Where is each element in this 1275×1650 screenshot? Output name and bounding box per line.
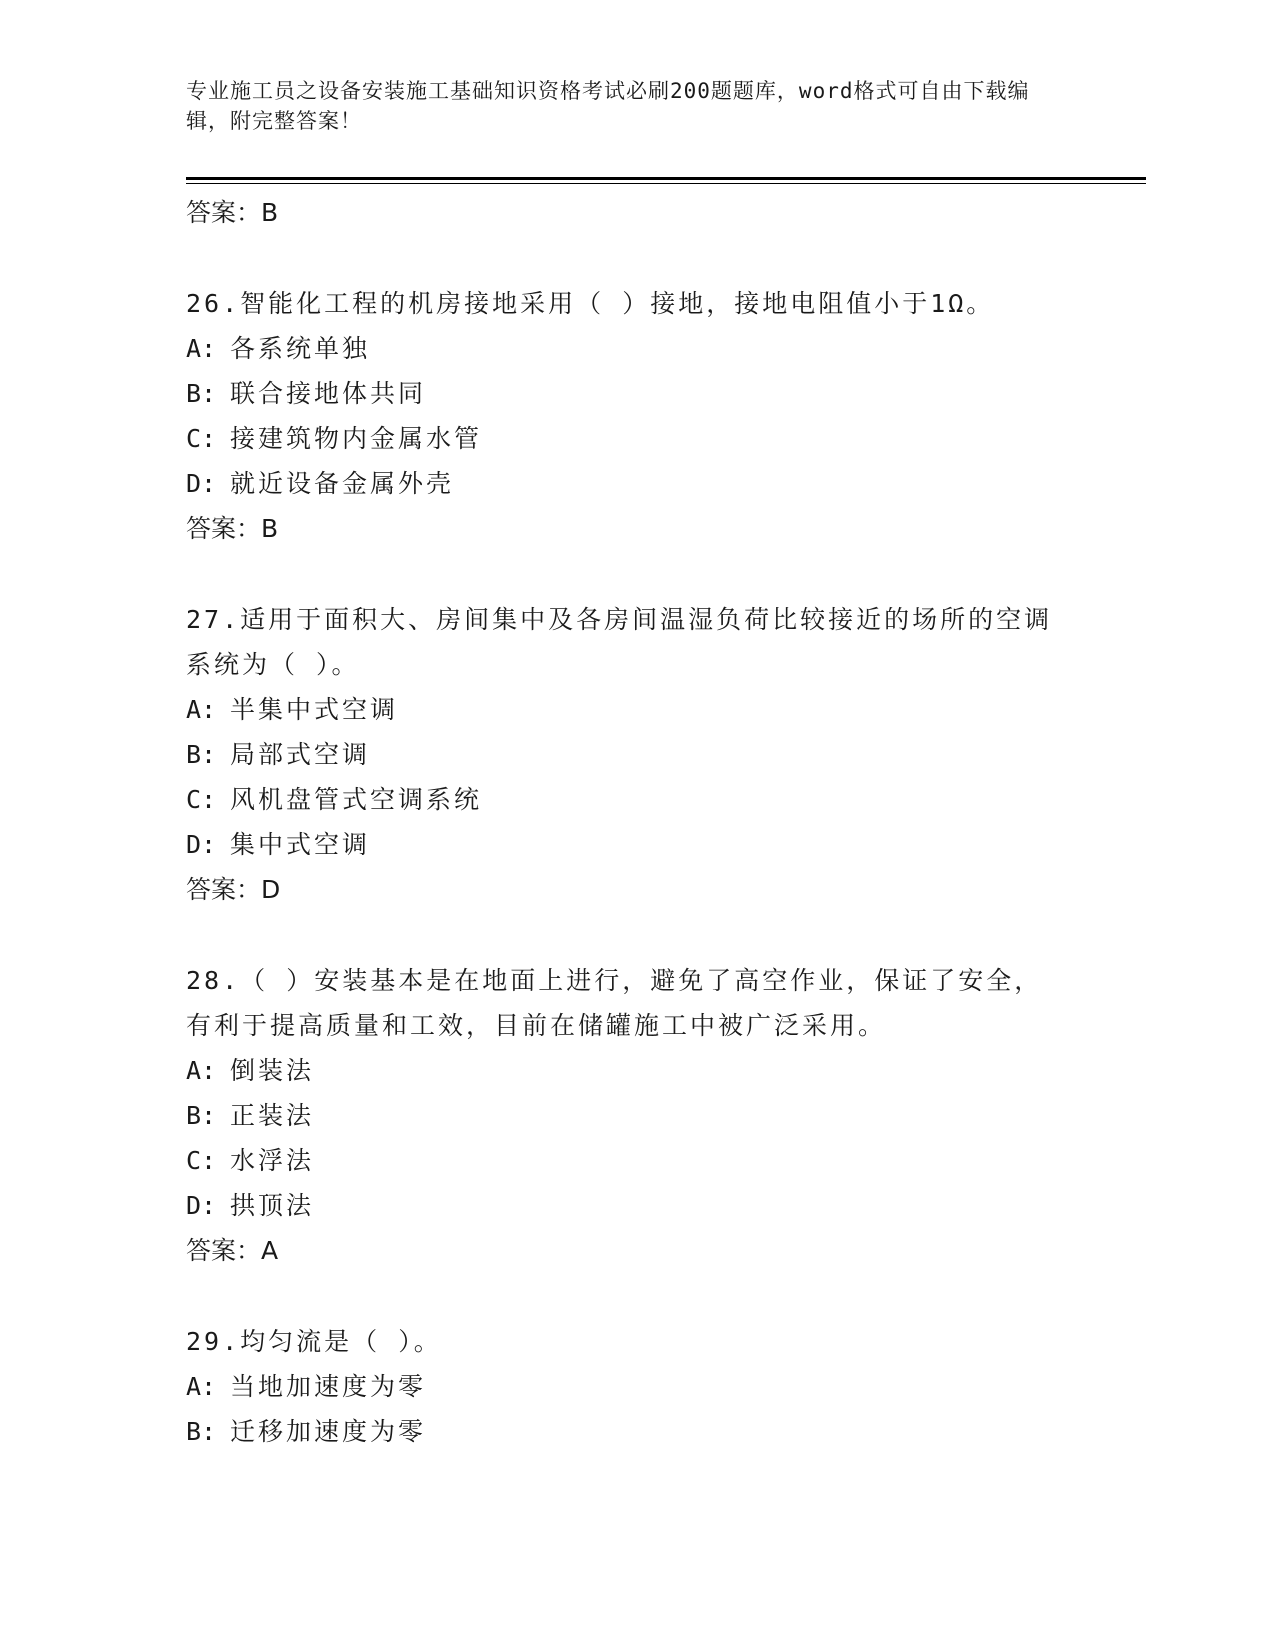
option-b <box>186 732 1066 777</box>
option-c <box>186 416 1066 461</box>
answer-line: 答案：B <box>186 198 279 227</box>
option-letter: A: <box>186 1372 217 1401</box>
question-block <box>186 281 1066 551</box>
option-text: 半集中式空调 <box>230 695 399 724</box>
header-rule-thin <box>186 183 1146 184</box>
option-a <box>186 1048 1066 1093</box>
option-text: 倒装法 <box>230 1056 315 1085</box>
option-b <box>186 1409 1066 1454</box>
option-text: 接建筑物内金属水管 <box>230 424 483 453</box>
option-text: 就近设备金属外壳 <box>230 469 455 498</box>
option-b <box>186 1093 1066 1138</box>
option-letter: C: <box>186 424 217 453</box>
option-letter: A: <box>186 695 217 724</box>
answer-line: 答案：D <box>186 875 281 904</box>
option-letter: A: <box>186 1056 217 1085</box>
option-c <box>186 777 1066 822</box>
question-text: 28.（ ）安装基本是在地面上进行，避免了高空作业，保证了安全，有利于提高质量和工效，目前在储罐施工中被广泛采用。 <box>186 966 1043 1040</box>
option-letter: C: <box>186 785 217 814</box>
option-letter: B: <box>186 1417 217 1446</box>
question-text: 26.智能化工程的机房接地采用（ ）接地，接地电阻值小于1Ω。 <box>186 289 995 318</box>
option-letter: D: <box>186 1191 217 1220</box>
option-letter: C: <box>186 1146 217 1175</box>
option-d <box>186 822 1066 867</box>
answer-line: 答案：B <box>186 514 279 543</box>
option-d <box>186 461 1066 506</box>
option-letter: D: <box>186 469 217 498</box>
option-text: 局部式空调 <box>230 740 371 769</box>
document-header: 专业施工员之设备安装施工基础知识资格考试必刷200题题库，word格式可自由下载编辑，附完整答案！ <box>186 79 1030 133</box>
spacer <box>186 1273 1066 1319</box>
option-a <box>186 1364 1066 1409</box>
question-block <box>186 1319 1066 1454</box>
question-list <box>186 190 1066 1454</box>
question-text: 27.适用于面积大、房间集中及各房间温湿负荷比较接近的场所的空调系统为（ ）。 <box>186 605 1053 679</box>
question-block <box>186 958 1066 1273</box>
question-text: 29.均匀流是（ ）。 <box>186 1327 442 1356</box>
option-text: 各系统单独 <box>230 334 371 363</box>
option-letter: B: <box>186 1101 217 1130</box>
question-block <box>186 597 1066 912</box>
header-rule-thick <box>186 177 1146 180</box>
spacer <box>186 912 1066 958</box>
option-text: 正装法 <box>230 1101 315 1130</box>
option-text: 迁移加速度为零 <box>230 1417 427 1446</box>
option-a <box>186 687 1066 732</box>
option-letter: A: <box>186 334 217 363</box>
option-c <box>186 1138 1066 1183</box>
option-text: 风机盘管式空调系统 <box>230 785 483 814</box>
option-text: 拱顶法 <box>230 1191 315 1220</box>
option-letter: D: <box>186 830 217 859</box>
option-text: 集中式空调 <box>230 830 371 859</box>
option-d <box>186 1183 1066 1228</box>
option-letter: B: <box>186 379 217 408</box>
answer-line: 答案：A <box>186 1236 279 1265</box>
option-letter: B: <box>186 740 217 769</box>
spacer <box>186 551 1066 597</box>
option-text: 当地加速度为零 <box>230 1372 427 1401</box>
spacer <box>186 235 1066 281</box>
option-a <box>186 326 1066 371</box>
option-b <box>186 371 1066 416</box>
option-text: 水浮法 <box>230 1146 315 1175</box>
option-text: 联合接地体共同 <box>230 379 427 408</box>
